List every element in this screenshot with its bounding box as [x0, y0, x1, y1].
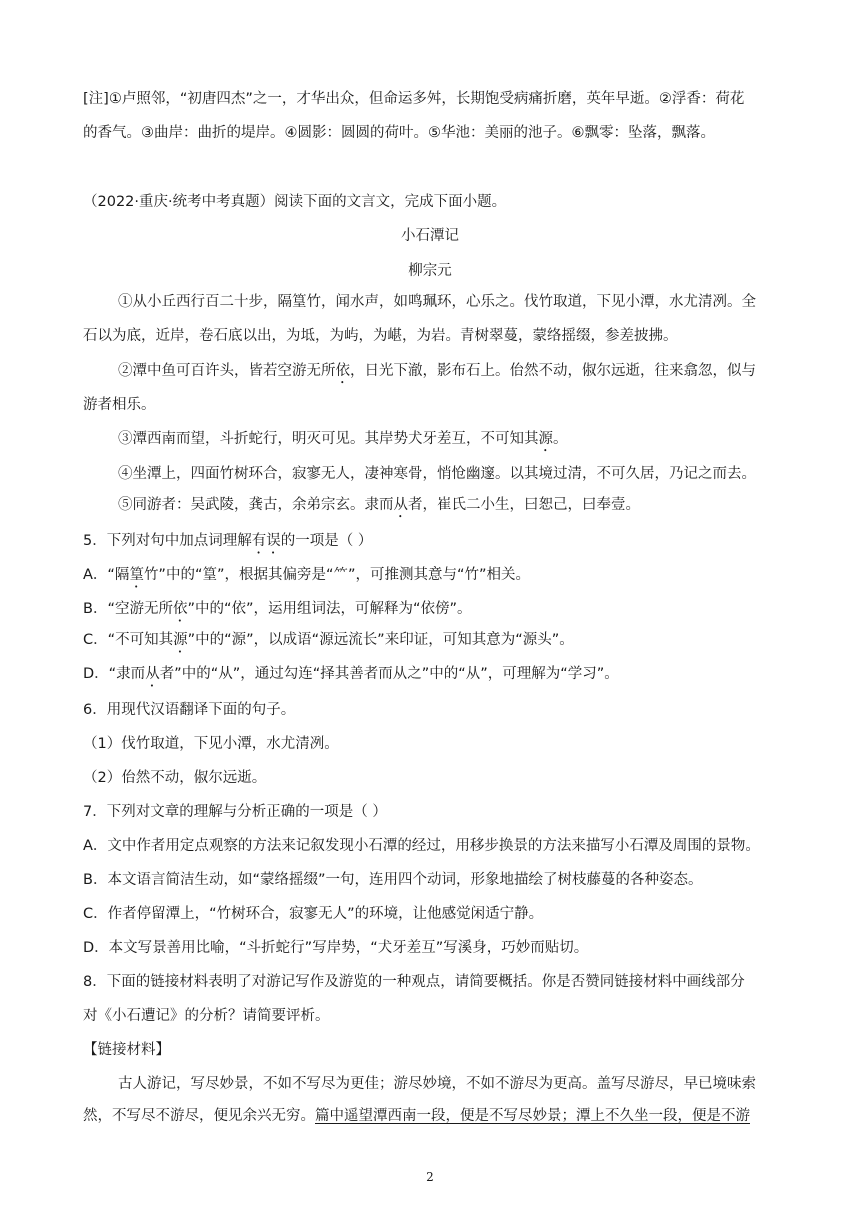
text: 。: [553, 431, 568, 447]
text: ⑤同游者：吴武陵，龚古，余弟宗玄。隶而: [118, 497, 394, 513]
text: ，日光下澈，影布石上。佁然不动，俶尔远逝，往来翕忽，似与: [350, 363, 756, 379]
q7-option-c: C．作者停留潭上，“竹树环合，寂寥无人”的环境，让他感觉闲适宁静。: [83, 906, 544, 922]
para-3: [118, 429, 790, 455]
text: 竹”中的“篁”，根据其偏旁是“⺮”，可推测其意与“竹”相关。: [143, 567, 531, 583]
text: 者，崔氏二小生，曰恕己，曰奉壹。: [408, 497, 640, 513]
text: 者”中的“从”，通过勾连“择其善者而从之”中的“从”，可理解为“学习”。: [159, 666, 619, 682]
note-line-2: 的香气。③曲岸：曲折的堤岸。④圆影：圆圆的荷叶。⑤华池：美丽的池子。⑥飘零：坠落，飘落。: [83, 125, 715, 141]
q8-stem-line-2: 对《小石遭记》的分析？请简要评析。: [83, 1008, 330, 1024]
emphasized-word: 有误: [251, 533, 281, 549]
link-material-line-2: [83, 1106, 790, 1126]
emphasized-word: 从: [145, 666, 160, 682]
q7-stem: 7．下列对文章的理解与分析正确的一项是（ ）: [83, 804, 387, 820]
emphasized-word: 从: [393, 497, 408, 513]
q5-option-c: [83, 630, 790, 656]
text: ②潭中鱼可百许头，皆若空游无所: [118, 363, 336, 379]
page-number: 2: [426, 1170, 434, 1184]
q5-option-d: [83, 664, 790, 690]
link-material-label: 【链接材料】: [83, 1042, 170, 1058]
q6-stem: 6．用现代汉语翻译下面的句子。: [83, 702, 296, 718]
para-2-line-2: 游者相乐。: [83, 397, 156, 413]
text: 5．下列对句中加点词理解: [83, 533, 252, 549]
q6-sentence-1: （1）伐竹取道，下见小潭，水尤清冽。: [83, 736, 339, 752]
text: ”中的“依”，运用组词法，可解释为“依傍”。: [187, 601, 472, 617]
q7-option-d: D．本文写景善用比喻，“斗折蛇行”写岸势，“犬牙差互”写溪身，巧妙而贴切。: [83, 940, 589, 956]
passage-title: 小石潭记: [401, 228, 459, 244]
text: D．“隶而: [83, 666, 146, 682]
text: A．“隔: [83, 567, 130, 583]
link-material-line-1: 古人游记，写尽妙景，不如不写尽为更佳；游尽妙境，不如不游尽为更高。盖写尽游尽，早已境味索: [118, 1076, 756, 1092]
text: B．“空游无所: [83, 601, 173, 617]
para-1-line-1: ①从小丘西行百二十步，隔篁竹，闻水声，如鸣珮环，心乐之。伐竹取道，下见小潭，水尤清冽。全: [118, 294, 756, 310]
underlined-text: 篇中遥望潭西南一段，便是不写尽妙景；潭上不久坐一段，便是不游: [315, 1108, 750, 1124]
para-1-line-2: 石以为底，近岸，卷石底以出，为坻，为屿，为嵁，为岩。青树翠蔓，蒙络摇缀，参差披拂。: [83, 328, 678, 344]
text: ③潭西南而望，斗折蛇行，明灭可见。其岸势犬牙差互，不可知其: [118, 431, 539, 447]
question-intro: （2022·重庆·统考中考真题）阅读下面的文言文，完成下面小题。: [83, 194, 507, 210]
emphasized-word: 依: [172, 601, 188, 617]
emphasized-word: 篁: [129, 567, 144, 583]
text: ”中的“源”，以成语“源远流长”来印证，可知其意为“源头”。: [187, 632, 574, 648]
passage-author: 柳宗元: [408, 263, 452, 279]
text: C．“不可知其: [83, 632, 174, 648]
emphasized-word: 源: [538, 431, 553, 447]
q7-option-a: A．文中作者用定点观察的方法来记叙发现小石潭的经过，用移步换景的方法来描写小石潭及周围的景物。: [83, 838, 760, 854]
para-5: [118, 495, 790, 521]
para-4: ④坐潭上，四面竹树环合，寂寥无人，凄神寒骨，悄怆幽邃。以其境过清，不可久居，乃记之而去。: [118, 466, 756, 482]
emphasized-word: 依: [335, 363, 350, 379]
q8-stem-line-1: 8．下面的链接材料表明了对游记写作及游览的一种观点，请简要概括。你是否赞同链接材料中画线部分: [83, 974, 745, 990]
text: 然，不写尽不游尽，便见余兴无穷。: [83, 1108, 315, 1124]
q5-option-a: [83, 565, 790, 591]
q6-sentence-2: （2）佁然不动，俶尔远逝。: [83, 770, 267, 786]
para-2-line-1: [118, 361, 790, 387]
note-line-1: [注]①卢照邻，“初唐四杰”之一，才华出众，但命运多舛，长期饱受病痛折磨，英年早逝。②浮香：荷花: [83, 91, 745, 107]
emphasized-word: 源: [173, 632, 188, 648]
text: 的一项是（ ）: [280, 533, 373, 549]
q7-option-b: B．本文语言简洁生动，如“蒙络摇缀”一句，连用四个动词，形象地描绘了树枝藤蔓的各种姿态。: [83, 872, 703, 888]
q5-option-b: [83, 599, 790, 625]
q5-stem: [83, 531, 790, 557]
